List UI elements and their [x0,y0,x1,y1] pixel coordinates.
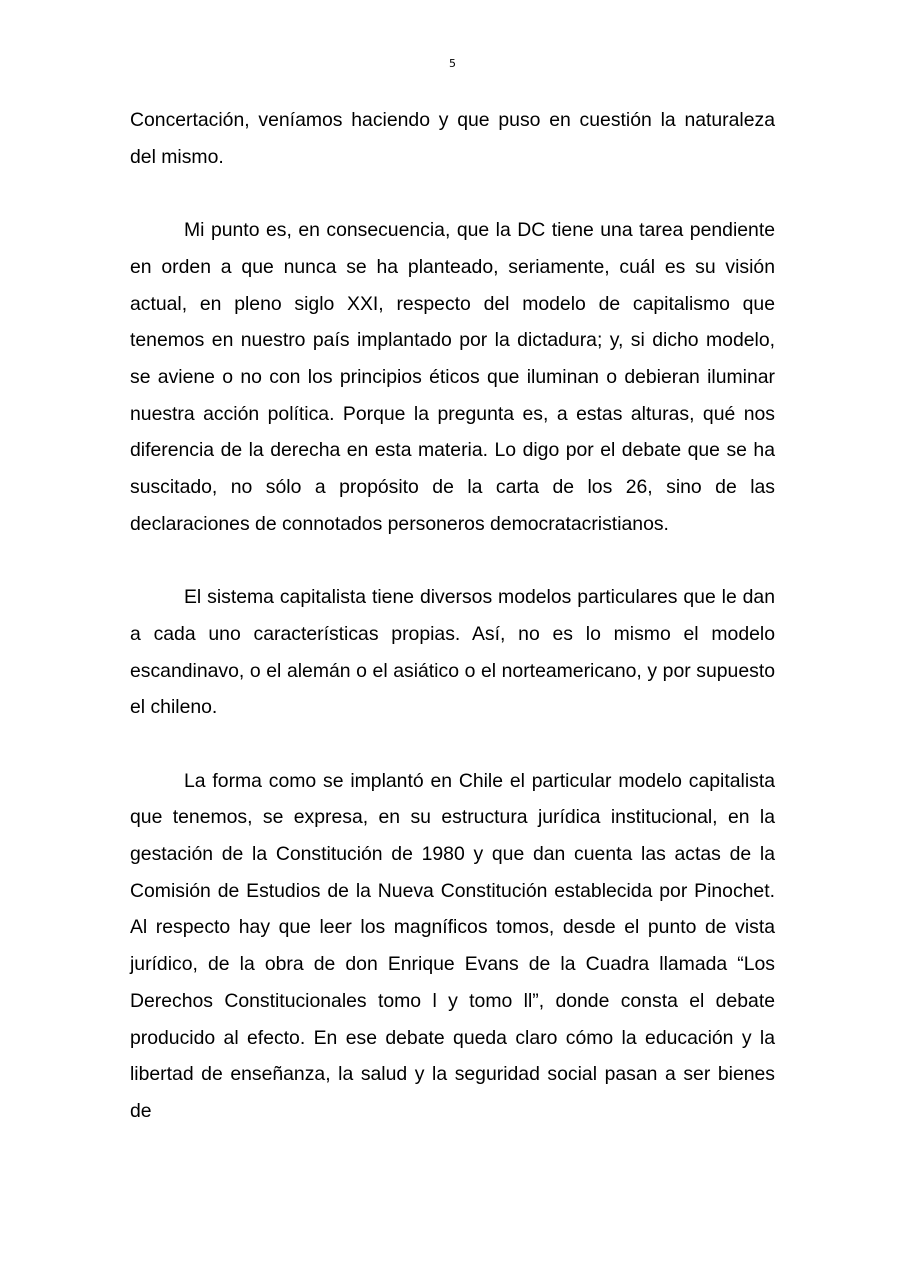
paragraph-dc-task: Mi punto es, en consecuencia, que la DC tiene una tarea pendiente en orden a que nunca se ha planteado, seriamente, cuál es su visión actual, en pleno siglo XXI, respecto del modelo de capitalismo que tenemos en nuestro país implantado por la dictadura; y, si dicho modelo, se aviene o no con los principios éticos que iluminan o debieran iluminar nuestra acción política. Porque la pregunta es, a estas alturas, qué nos diferencia de la derecha en esta materia. Lo digo por el debate que se ha suscitado, no sólo a propósito de la carta de los 26, sino de las declaraciones de connotados personeros democratacristianos. [130,219,775,535]
paragraph-capitalist-models: El sistema capitalista tiene diversos modelos particulares que le dan a cada uno características propias. Así, no es lo mismo el modelo escandinavo, o el alemán o el asiático o el norteamericano, y por supuesto el chileno. [130,586,775,719]
page-number: 5 [449,57,456,70]
paragraph-continuation: Concertación, veníamos haciendo y que puso en cuestión la naturaleza del mismo. [130,109,775,168]
paragraph-chile-implementation: La forma como se implantó en Chile el particular modelo capitalista que tenemos, se expresa, en su estructura jurídica institucional, en la gestación de la Constitución de 1980 y que dan cuenta las actas de la Comisión de Estudios de la Nueva Constitución establecida por Pinochet. Al respecto hay que leer los magníficos tomos, desde el punto de vista jurídico, de la obra de don Enrique Evans de la Cuadra llamada “Los Derechos Constitucionales tomo l y tomo ll”, donde consta el debate producido al efecto. En ese debate queda claro cómo la educación y la libertad de enseñanza, la salud y la seguridad social pasan a ser bienes de [130,769,775,1122]
body-text [130,102,775,1166]
